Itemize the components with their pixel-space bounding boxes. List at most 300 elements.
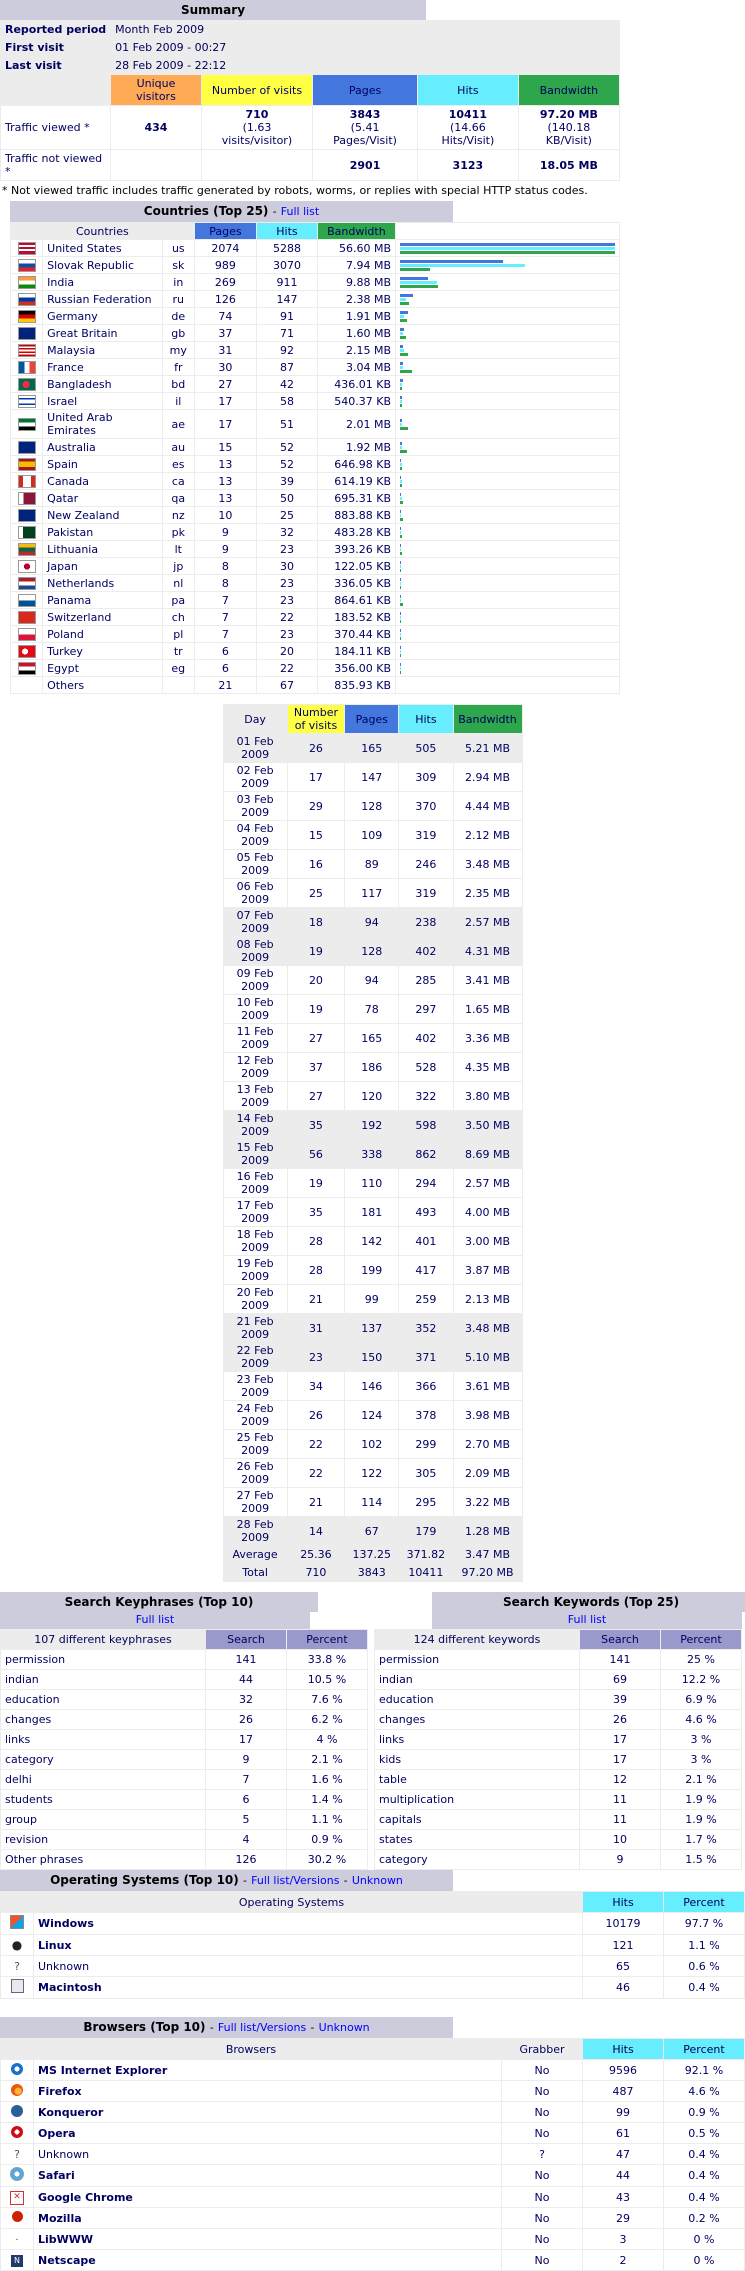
keywords-title: Search Keywords (Top 25) (432, 1592, 745, 1612)
keyword-term: links (375, 1730, 580, 1750)
browsers-full-list-link[interactable]: Full list/Versions (217, 2021, 307, 2034)
day-row (223, 1459, 522, 1488)
summary-meta-value: 01 Feb 2009 - 00:27 (111, 39, 620, 57)
country-hits: 30 (257, 558, 318, 575)
country-bandwidth: 184.11 KB (317, 643, 395, 660)
country-bandwidth: 695.31 KB (317, 490, 395, 507)
day-hits: 371 (399, 1343, 453, 1372)
day-label: 18 Feb 2009 (223, 1227, 287, 1256)
country-code: ru (162, 291, 194, 308)
summary-footnote: * Not viewed traffic includes traffic generated by robots, worms, or replies with special HTTP status codes. (2, 184, 588, 197)
day-bandwidth: 5.10 MB (453, 1343, 522, 1372)
country-name: Turkey (43, 643, 163, 660)
country-code: in (162, 274, 194, 291)
keyword-percent: 1.9 % (661, 1810, 742, 1830)
country-bar-group (400, 509, 615, 522)
browser-percent: 0.4 % (664, 2165, 745, 2187)
day-row (223, 1488, 522, 1517)
day-bandwidth: 3.50 MB (453, 1111, 522, 1140)
keyword-term: capitals (375, 1810, 580, 1830)
bandwidth-bar (400, 427, 408, 430)
keyphrase-search: 26 (206, 1710, 287, 1730)
country-bar-cell (396, 410, 620, 439)
country-code: qa (162, 490, 194, 507)
country-code: lt (162, 541, 194, 558)
country-bandwidth: 864.61 KB (317, 592, 395, 609)
country-bar-cell (396, 643, 620, 660)
bandwidth-bar (400, 467, 402, 470)
keyword-row (375, 1770, 742, 1790)
os-icon-cell (1, 1913, 34, 1935)
country-flag-cell (11, 342, 43, 359)
day-visits: 26 (287, 734, 345, 763)
day-bandwidth: 2.09 MB (453, 1459, 522, 1488)
country-flag-cell (11, 558, 43, 575)
country-flag-cell (11, 473, 43, 490)
flag-icon-ru (18, 293, 36, 306)
browser-row (1, 2208, 745, 2229)
hits-bar (400, 548, 401, 551)
country-row (11, 439, 620, 456)
pages-bar (400, 442, 402, 445)
country-bandwidth: 646.98 KB (317, 456, 395, 473)
keyphrase-header-percent: Percent (287, 1630, 368, 1650)
keywords-full-list-link[interactable]: Full list (567, 1613, 607, 1626)
day-label: 26 Feb 2009 (223, 1459, 287, 1488)
country-code: gb (162, 325, 194, 342)
country-bandwidth: 393.26 KB (317, 541, 395, 558)
hits-bar (400, 400, 402, 403)
country-row (11, 558, 620, 575)
os-dash-2: - (343, 1874, 348, 1887)
country-bar-cell (396, 592, 620, 609)
keyword-row (375, 1830, 742, 1850)
country-name: Russian Federation (43, 291, 163, 308)
country-flag-cell (11, 410, 43, 439)
os-dash-1: - (242, 1874, 247, 1887)
day-visits: 34 (287, 1372, 345, 1401)
country-pages: 74 (194, 308, 256, 325)
keyword-term: table (375, 1770, 580, 1790)
country-pages: 989 (194, 257, 256, 274)
flag-icon-pa (18, 594, 36, 607)
country-bandwidth: 614.19 KB (317, 473, 395, 490)
country-hits: 23 (257, 541, 318, 558)
country-hits: 87 (257, 359, 318, 376)
browser-name: Google Chrome (34, 2187, 502, 2208)
keyphrases-title: Search Keyphrases (Top 10) (0, 1592, 318, 1612)
hits-bar (400, 349, 404, 352)
day-hits: 259 (399, 1285, 453, 1314)
day-pages: 150 (345, 1343, 399, 1372)
countries-section (10, 201, 620, 694)
country-name: United Arab Emirates (43, 410, 163, 439)
country-code: pl (162, 626, 194, 643)
summary-traffic-notviewed-row (1, 150, 620, 181)
browser-grabber: ? (502, 2144, 583, 2165)
summary-meta-row (1, 39, 620, 57)
keyphrase-term: category (1, 1750, 206, 1770)
day-visits: 27 (287, 1024, 345, 1053)
hits-bar (400, 565, 401, 568)
country-bandwidth: 183.52 KB (317, 609, 395, 626)
keyphrase-row (1, 1670, 368, 1690)
search-section (0, 1592, 745, 1870)
browser-name: Safari (34, 2165, 502, 2187)
bandwidth-bar (400, 251, 615, 254)
flag-icon-fr (18, 361, 36, 374)
country-bar-group (400, 543, 615, 556)
country-bar-cell (396, 541, 620, 558)
day-bandwidth: 3.48 MB (453, 1314, 522, 1343)
summary-traffic-notviewed-row-cell-2: 2901 (313, 150, 418, 181)
hits-bar (400, 616, 401, 619)
browser-hits: 99 (583, 2102, 664, 2123)
browser-percent: 0.2 % (664, 2208, 745, 2229)
browser-hits: 43 (583, 2187, 664, 2208)
country-bandwidth: 122.05 KB (317, 558, 395, 575)
day-visits: 21 (287, 1488, 345, 1517)
day-pages: 109 (345, 821, 399, 850)
day-visits: 37 (287, 1053, 345, 1082)
hits-bar (400, 383, 402, 386)
country-name: India (43, 274, 163, 291)
keyword-percent: 3 % (661, 1750, 742, 1770)
keyphrase-term: Other phrases (1, 1850, 206, 1870)
day-row (223, 1314, 522, 1343)
country-row (11, 291, 620, 308)
day-bandwidth: 8.69 MB (453, 1140, 522, 1169)
country-name: Egypt (43, 660, 163, 677)
day-bandwidth: 2.13 MB (453, 1285, 522, 1314)
pages-bar (400, 595, 401, 598)
day-hits: 10411 (399, 1564, 453, 1582)
country-row (11, 456, 620, 473)
country-bar-cell (396, 575, 620, 592)
country-hits: 50 (257, 490, 318, 507)
browser-grabber: No (502, 2123, 583, 2144)
country-row (11, 643, 620, 660)
browsers-unknown-link[interactable]: Unknown (318, 2021, 370, 2034)
keyword-search: 10 (580, 1830, 661, 1850)
bandwidth-bar (400, 285, 438, 288)
browser-percent: 0 % (664, 2250, 745, 2271)
day-pages: 128 (345, 937, 399, 966)
keyword-term: states (375, 1830, 580, 1850)
country-row (11, 473, 620, 490)
day-row (223, 879, 522, 908)
bandwidth-bar (400, 336, 406, 339)
countries-full-list-link[interactable]: Full list (280, 205, 320, 218)
day-visits: 23 (287, 1343, 345, 1372)
browser-name: MS Internet Explorer (34, 2060, 502, 2081)
day-row (223, 1430, 522, 1459)
browser-row (1, 2144, 745, 2165)
day-visits: 710 (287, 1564, 345, 1582)
country-bar-group (400, 378, 615, 391)
browser-name: Mozilla (34, 2208, 502, 2229)
day-hits: 285 (399, 966, 453, 995)
countries-header-row (11, 223, 620, 240)
day-label: 20 Feb 2009 (223, 1285, 287, 1314)
day-row (223, 1024, 522, 1053)
keyphrase-percent: 1.6 % (287, 1770, 368, 1790)
day-label: 12 Feb 2009 (223, 1053, 287, 1082)
summary-traffic-notviewed-row-cell-3: 3123 (417, 150, 518, 181)
keyphrase-term: students (1, 1790, 206, 1810)
day-visits: 22 (287, 1430, 345, 1459)
country-code: bd (162, 376, 194, 393)
keyword-term: kids (375, 1750, 580, 1770)
netscape-icon: N (11, 2255, 23, 2267)
flag-icon-bd (18, 378, 36, 391)
browser-icon-cell (1, 2229, 34, 2250)
flag-icon-qa (18, 492, 36, 505)
bandwidth-bar (400, 484, 402, 487)
browsers-header-grabber: Grabber (502, 2039, 583, 2060)
os-unknown-link[interactable]: Unknown (351, 1874, 403, 1887)
browser-hits: 29 (583, 2208, 664, 2229)
day-hits: 402 (399, 937, 453, 966)
country-bar-group (400, 276, 615, 289)
keyphrase-search: 32 (206, 1690, 287, 1710)
days-header-bandwidth: Bandwidth (453, 705, 522, 734)
flag-icon-au (18, 441, 36, 454)
day-bandwidth: 4.44 MB (453, 792, 522, 821)
pages-bar (400, 362, 403, 365)
keyword-header-row (375, 1630, 742, 1650)
country-bar-cell (396, 609, 620, 626)
country-code: ae (162, 410, 194, 439)
day-label: 01 Feb 2009 (223, 734, 287, 763)
country-bar-group (400, 475, 615, 488)
browser-icon-cell (1, 2250, 34, 2271)
day-label: 02 Feb 2009 (223, 763, 287, 792)
country-bar-cell (396, 558, 620, 575)
os-row (1, 1913, 745, 1935)
country-hits: 67 (257, 677, 318, 694)
keyphrase-search: 17 (206, 1730, 287, 1750)
keyword-row (375, 1710, 742, 1730)
browser-name: Netscape (34, 2250, 502, 2271)
flag-icon-ch (18, 611, 36, 624)
keyword-row (375, 1690, 742, 1710)
browser-row (1, 2250, 745, 2271)
keyphrase-percent: 33.8 % (287, 1650, 368, 1670)
country-hits: 71 (257, 325, 318, 342)
country-flag-cell (11, 592, 43, 609)
day-row (223, 821, 522, 850)
day-visits: 56 (287, 1140, 345, 1169)
day-row (223, 1517, 522, 1546)
country-name: Slovak Republic (43, 257, 163, 274)
day-label: Average (223, 1546, 287, 1564)
day-label: 19 Feb 2009 (223, 1256, 287, 1285)
country-flag-cell (11, 240, 43, 257)
country-bar-cell (396, 507, 620, 524)
os-header-row (1, 1892, 745, 1913)
bandwidth-bar (400, 654, 401, 657)
day-label: 15 Feb 2009 (223, 1140, 287, 1169)
country-bandwidth: 370.44 KB (317, 626, 395, 643)
day-bandwidth: 3.47 MB (453, 1546, 522, 1564)
summary-traffic-viewed-row-cell-0: 434 (111, 106, 202, 150)
browsers-dash-1: - (209, 2021, 214, 2034)
browser-percent: 0.4 % (664, 2187, 745, 2208)
country-bandwidth: 883.88 KB (317, 507, 395, 524)
keyphrase-row (1, 1850, 368, 1870)
country-name: Bangladesh (43, 376, 163, 393)
country-pages: 30 (194, 359, 256, 376)
keyword-row (375, 1670, 742, 1690)
country-code: pa (162, 592, 194, 609)
day-label: 10 Feb 2009 (223, 995, 287, 1024)
day-hits: 493 (399, 1198, 453, 1227)
day-hits: 322 (399, 1082, 453, 1111)
keyword-row (375, 1790, 742, 1810)
country-code: es (162, 456, 194, 473)
unknown-icon: ? (14, 1959, 20, 1973)
keyword-count-label: 124 different keywords (375, 1630, 580, 1650)
day-pages: 102 (345, 1430, 399, 1459)
os-percent: 0.4 % (664, 1977, 745, 1999)
country-bar-group (400, 259, 615, 272)
summary-traffic-notviewed-row-cell-1 (201, 150, 312, 181)
bandwidth-bar (400, 370, 412, 373)
day-bandwidth: 3.00 MB (453, 1227, 522, 1256)
pages-bar (400, 493, 401, 496)
country-bar-group (400, 526, 615, 539)
day-bandwidth: 2.57 MB (453, 1169, 522, 1198)
country-bar-cell (396, 240, 620, 257)
browser-icon-cell (1, 2102, 34, 2123)
bandwidth-bar (400, 637, 401, 640)
day-row (223, 1140, 522, 1169)
keyphrase-row (1, 1730, 368, 1750)
day-label: 21 Feb 2009 (223, 1314, 287, 1343)
hits-bar (400, 650, 401, 653)
country-name: Netherlands (43, 575, 163, 592)
browser-hits: 3 (583, 2229, 664, 2250)
day-label: 17 Feb 2009 (223, 1198, 287, 1227)
day-pages: 122 (345, 1459, 399, 1488)
hits-bar (400, 247, 615, 250)
day-bandwidth: 5.21 MB (453, 734, 522, 763)
flag-icon-nl (18, 577, 36, 590)
country-bar-group (400, 645, 615, 658)
os-full-list-link[interactable]: Full list/Versions (251, 1874, 340, 1887)
keyword-row (375, 1730, 742, 1750)
country-hits: 23 (257, 575, 318, 592)
day-hits: 297 (399, 995, 453, 1024)
keywords-full-list-line (432, 1612, 742, 1629)
country-row (11, 507, 620, 524)
keyword-percent: 3 % (661, 1730, 742, 1750)
keyphrase-percent: 0.9 % (287, 1830, 368, 1850)
keyphrase-term: education (1, 1690, 206, 1710)
day-bandwidth: 3.87 MB (453, 1256, 522, 1285)
pages-bar (400, 544, 401, 547)
browser-name: Unknown (34, 2144, 502, 2165)
country-pages: 15 (194, 439, 256, 456)
keyphrases-full-list-link[interactable]: Full list (135, 1613, 175, 1626)
day-pages: 165 (345, 734, 399, 763)
country-flag-cell (11, 524, 43, 541)
country-hits: 911 (257, 274, 318, 291)
days-header-day: Day (223, 705, 287, 734)
day-visits: 26 (287, 1401, 345, 1430)
country-row (11, 575, 620, 592)
keyword-search: 17 (580, 1750, 661, 1770)
keyword-search: 39 (580, 1690, 661, 1710)
day-visits: 27 (287, 1082, 345, 1111)
browser-percent: 92.1 % (664, 2060, 745, 2081)
keyphrases-section (0, 1592, 368, 1870)
day-row (223, 1343, 522, 1372)
country-code: sk (162, 257, 194, 274)
keyphrase-percent: 6.2 % (287, 1710, 368, 1730)
country-bar-cell (396, 524, 620, 541)
countries-header-countries: Countries (11, 223, 195, 240)
day-bandwidth: 4.31 MB (453, 937, 522, 966)
day-row (223, 1546, 522, 1564)
browser-grabber: No (502, 2187, 583, 2208)
country-code: my (162, 342, 194, 359)
country-code: jp (162, 558, 194, 575)
day-hits: 305 (399, 1459, 453, 1488)
day-hits: 598 (399, 1111, 453, 1140)
country-hits: 23 (257, 592, 318, 609)
browser-icon-cell (1, 2165, 34, 2187)
country-pages: 7 (194, 609, 256, 626)
country-row (11, 677, 620, 694)
country-bar-group (400, 628, 615, 641)
country-name: United States (43, 240, 163, 257)
day-visits: 19 (287, 937, 345, 966)
hits-bar (400, 315, 404, 318)
country-code: au (162, 439, 194, 456)
country-bar-cell (396, 490, 620, 507)
flag-icon-eg (18, 662, 36, 675)
country-row (11, 609, 620, 626)
keyword-percent: 2.1 % (661, 1770, 742, 1790)
os-percent: 0.6 % (664, 1956, 745, 1977)
browser-row (1, 2060, 745, 2081)
day-row (223, 966, 522, 995)
keyphrase-header-search: Search (206, 1630, 287, 1650)
os-header-percent: Percent (664, 1892, 745, 1913)
keyword-percent: 12.2 % (661, 1670, 742, 1690)
keyphrase-percent: 1.4 % (287, 1790, 368, 1810)
hits-bar (400, 599, 401, 602)
day-hits: 371.82 (399, 1546, 453, 1564)
browser-row (1, 2187, 745, 2208)
country-row (11, 376, 620, 393)
summary-meta-label: Reported period (1, 21, 111, 39)
flag-icon-my (18, 344, 36, 357)
day-bandwidth: 2.94 MB (453, 763, 522, 792)
country-row (11, 325, 620, 342)
keyword-search: 9 (580, 1850, 661, 1870)
browser-icon-cell (1, 2208, 34, 2229)
day-row (223, 734, 522, 763)
browser-grabber: No (502, 2102, 583, 2123)
browser-name: Opera (34, 2123, 502, 2144)
spacer (0, 1999, 745, 2017)
browsers-table (0, 2038, 745, 2271)
country-hits: 51 (257, 410, 318, 439)
summary-meta-value: 28 Feb 2009 - 22:12 (111, 57, 620, 75)
